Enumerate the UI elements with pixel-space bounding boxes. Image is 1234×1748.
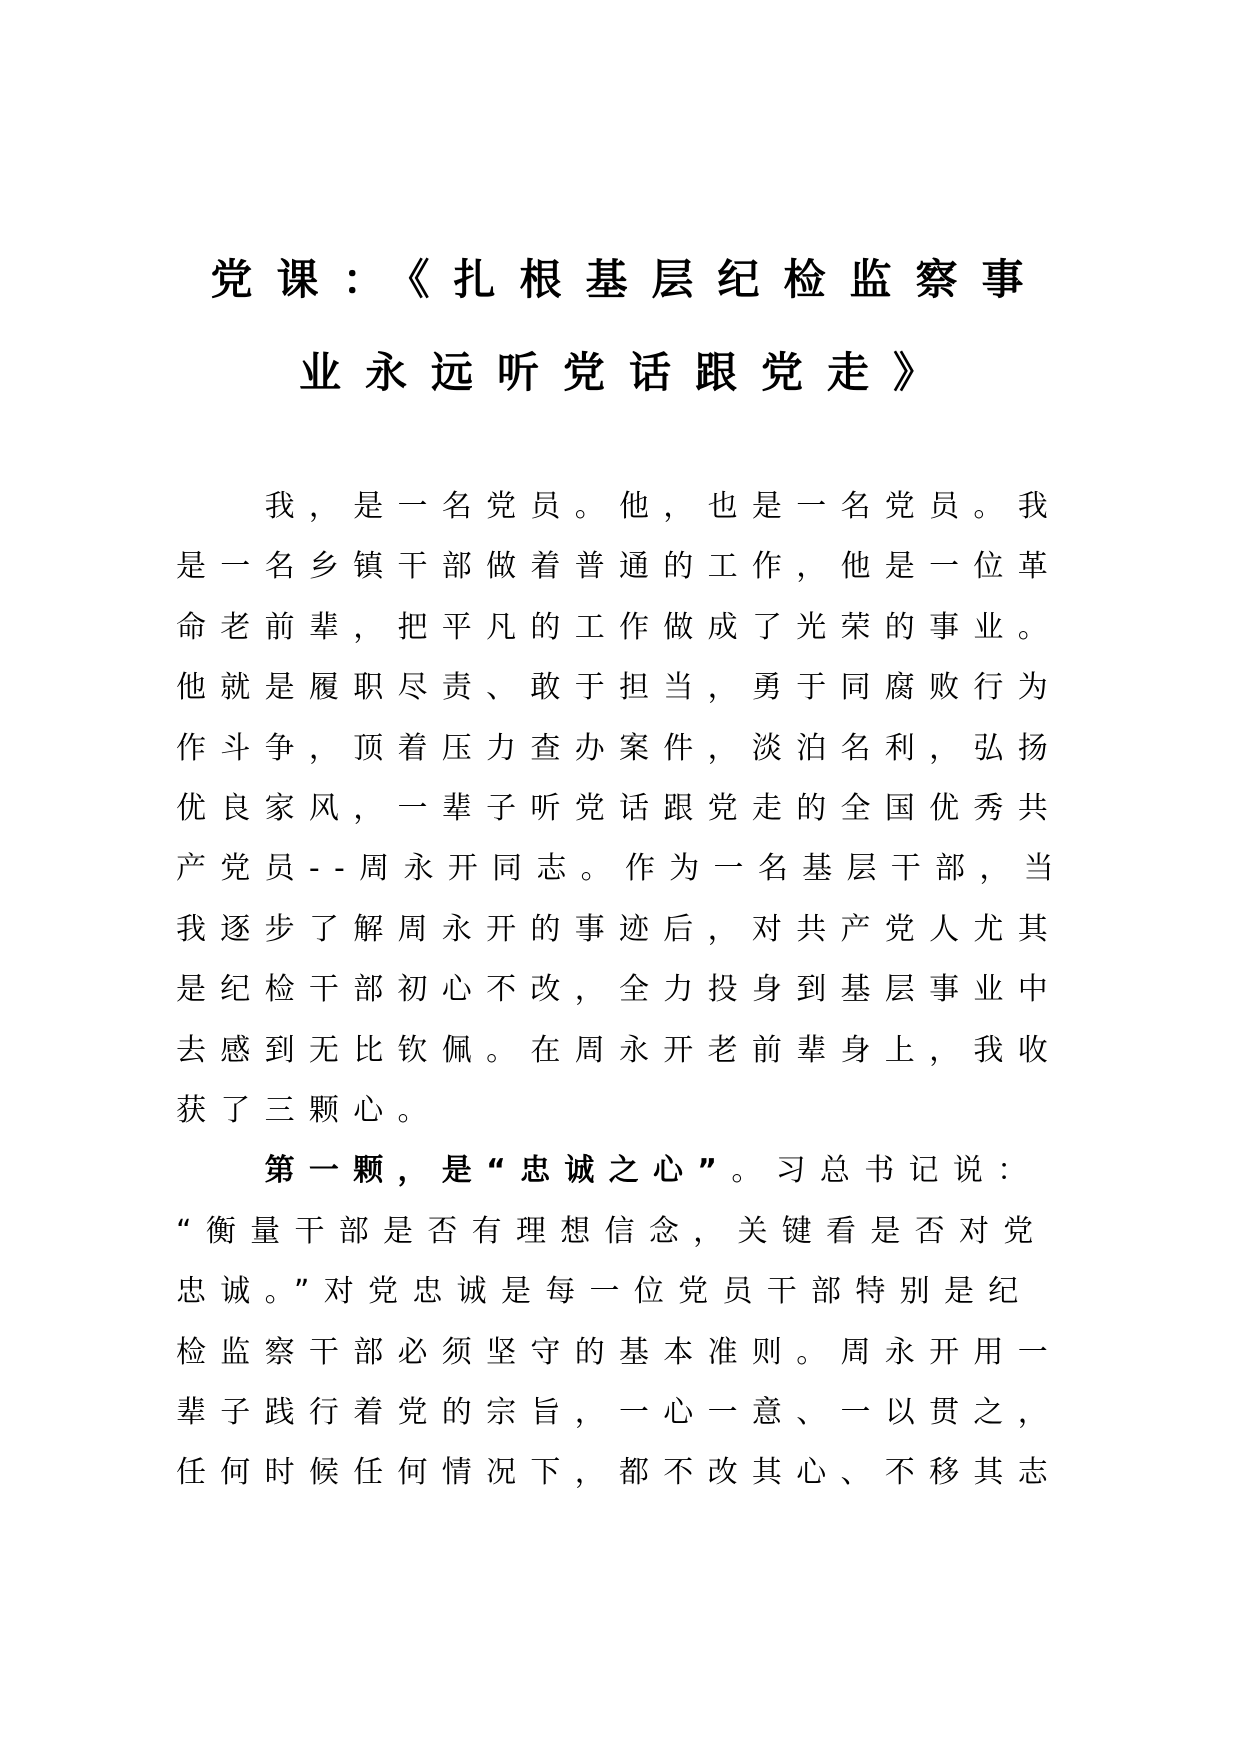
body-text-line: 优良家风，一辈子听党话跟党走的全国优秀共 [176, 791, 1062, 826]
body-text-line: 获了三颗心。 [176, 1093, 442, 1128]
body-text: 。习总书记说： [731, 1153, 1042, 1189]
body-text-line: 作斗争，顶着压力查办案件，淡泊名利，弘扬 [176, 730, 1062, 766]
body-text-line: 是纪检干部初心不改，全力投身到基层事业中 [176, 972, 1062, 1008]
body-text-line: “衡量干部是否有理想信念，关键看是否对党 [176, 1213, 1048, 1249]
body-text-line: 他就是履职尽责、敢于担当，勇于同腐败行为 [176, 670, 1062, 706]
body-text-line: 产党员--周永开同志。作为一名基层干部，当 [176, 851, 1068, 887]
body-text-line: 我逐步了解周永开的事迹后，对共产党人尤其 [176, 911, 1062, 947]
body-text-line: 任何时候任何情况下，都不改其心、不移其志 [176, 1455, 1062, 1491]
body-text-line: 命老前辈，把平凡的工作做成了光荣的事业。 [176, 609, 1062, 645]
body-text-line: 检监察干部必须坚守的基本准则。周永开用一 [176, 1334, 1062, 1370]
body-text-line: 忠诚。”对党忠诚是每一位党员干部特别是纪 [176, 1274, 1033, 1310]
body-text-line: 去感到无比钦佩。在周永开老前辈身上，我收 [176, 1032, 1062, 1068]
document-title-line-1: 党课：《扎根基层纪检监察事 [210, 255, 1048, 304]
bold-heading-text: 第一颗，是“忠诚之心” [264, 1153, 732, 1189]
body-text-line: 是一名乡镇干部做着普通的工作，他是一位革 [176, 549, 1062, 585]
body-text-line: 辈子践行着党的宗旨，一心一意、一以贯之， [176, 1395, 1062, 1430]
body-text-line [265, 1151, 1042, 1191]
document-title-line-2: 业永远听党话跟党走》 [298, 348, 959, 397]
body-text-line: 我，是一名党员。他，也是一名党员。我 [264, 489, 1062, 524]
